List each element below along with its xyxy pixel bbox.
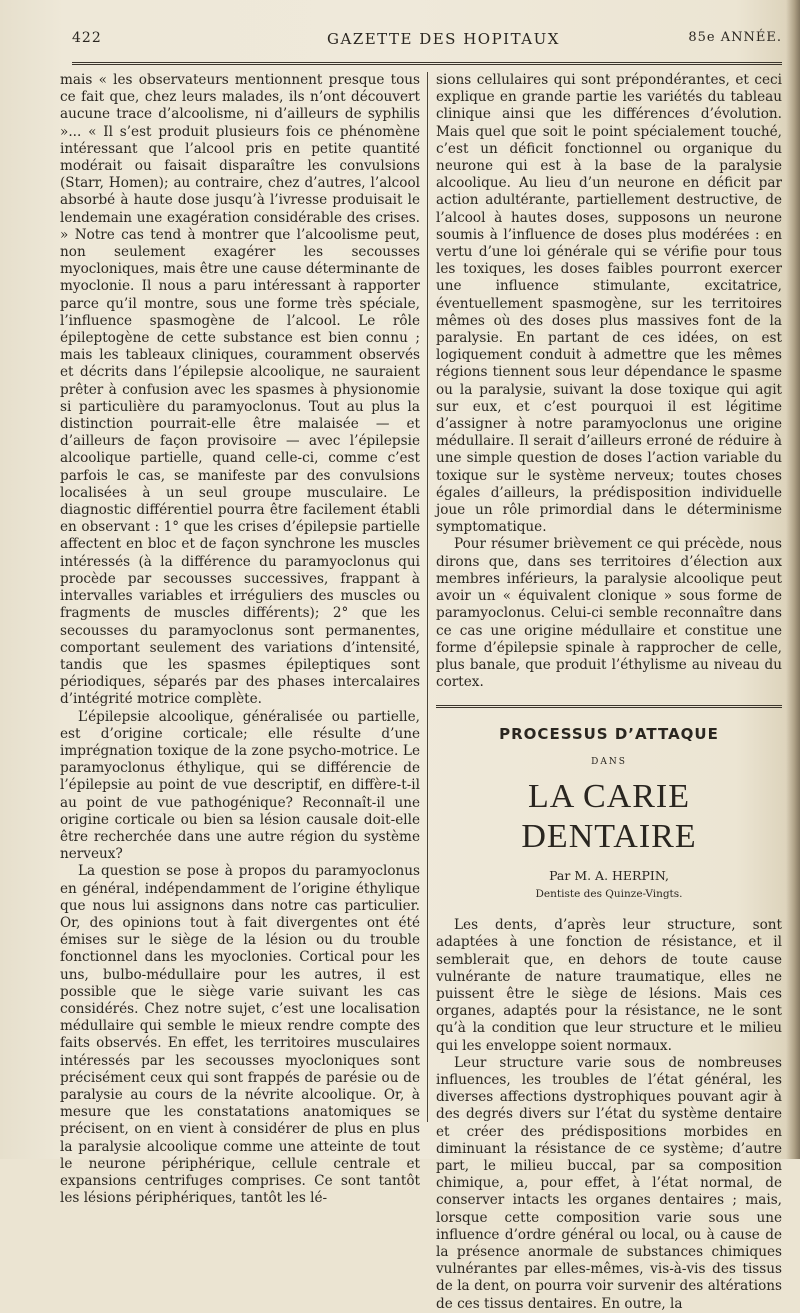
left-paragraph: La question se pose à propos du paramyoclonus en général, indépendamment de l’origine éthylique que nous lui assignons dans notre cas particulier. Or, des opinions tout à fait divergentes ont été émises sur le siège de la lésion ou du trouble fonctionnel dans les myoclonies. Cortical pour les uns, bulbo-médullaire pour les autres, il est possible que le siège varie suivant les cas considérés. Chez notre sujet, c’est une localisation médullaire qui semble le mieux rendre compte des faits observés. En effet, les territoires musculaires intéressés par les secousses myocloniques sont précisément ceux qui sont frappés de parésie ou de paralysie au cours de la névrite alcoolique. Or, à mesure que les constatations anatomiques se précisent, on en vient à considérer de plus en plus la paralysie alcoolique comme une atteinte de tout le neurone périphérique, cellule centrale et expansions centrifuges comprises. Ce sont tantôt les lésions périphériques, tantôt les lé- (60, 863, 420, 1207)
article-paragraph: Les dents, d’après leur structure, sont adaptées à une fonction de résistance, et il semblerait que, en dehors de toute cause vulnérante de nature traumatique, elles ne puissent être le siège de lésions. Mais ces organes, adaptés pour la résistance, ne le sont qu’à la condition que leur structure et le milieu qui les enveloppe soient normaux. (436, 917, 782, 1054)
page-edge-shadow (786, 0, 800, 1159)
page-number: 422 (72, 30, 102, 46)
article-kicker: PROCESSUS D’ATTAQUE (499, 725, 719, 744)
article-separator-rule (436, 705, 782, 710)
article-paragraph: Leur structure varie sous de nombreuses influences, les troubles de l’état général, les diverses affections dystrophiques pouvant agir à des degrés divers sur l’état du système dentaire et créer des prédispositions morbides en diminuant la résistance de ce système; d’autre part, le milieu buccal, par sa composition chimique, a, pour effet, à l’état normal, de conserver intacts les organes dentaires ; mais, lorsque cette composition varie sous une influence d’ordre général ou local, ou à cause de la présence anormale de substances chimiques vulnérantes par elles-mêmes, vis-à-vis des tissus de la dent, on pourra voir survenir des altérations de ces tissus dentaires. En outre, la (436, 1054, 782, 1312)
right-paragraph: sions cellulaires qui sont prépondérantes, et ceci explique en grande partie les variétés du tableau clinique ainsi que les différences d’évolution. Mais quel que soit le point spécialement touché, c’est un déficit fonctionnel ou organique du neurone qui est à la base de la paralysie alcoolique. Au lieu d’un neurone en déficit par action adultérante, partiellement destructive, de l’alcool à hautes doses, supposons un neurone soumis à l’influence de doses plus modérées : en vertu d’une loi générale qui se vérifie pour tous les toxiques, les doses faibles pourront exercer une influence stimulante, excitatrice, éventuellement spasmogène, sur les territoires mêmes où des doses plus massives font de la paralysie. En partant de ces idées, on est logiquement conduit à admettre que les mêmes régions tiennent sous leur dépendance le spasme ou la paralysie, suivant la dose toxique qui agit sur eux, et c’est pourquoi il est légitime d’assigner à notre paramyoclonus une origine médullaire. Il serait d’ailleurs erroné de réduire à une simple question de doses l’action variable du toxique sur le système nerveux; toutes choses égales d’ailleurs, la prédisposition individuelle joue un rôle primordial dans le déterminisme symptomatique. (436, 72, 782, 536)
left-column (60, 72, 420, 1207)
left-paragraph: L’épilepsie alcoolique, généralisée ou partielle, est d’origine corticale; elle résulte d’une imprégnation toxique de la zone psycho-motrice. Le paramyoclonus éthylique, qui se différencie de l’épilepsie au point de vue descriptif, en diffère-t-il au point de vue pathogénique? Reconnaît-il une origine corticale ou bien sa lésion causale doit-elle être recherchée dans une autre région du système nerveux? (60, 708, 420, 863)
left-paragraph: mais « les observateurs mentionnent presque tous ce fait que, chez leurs malades, ils n’ont découvert aucune trace d’alcoolisme, ni d’ailleurs de syphilis »... « Il s’est produit plusieurs fois ce phénomène intéressant que l’alcool pris en petite quantité modérait ou faisait disparaître les convulsions (Starr, Homen); au contraire, chez d’autres, l’alcool absorbé à haute dose jusqu’à l’ivresse produisait le lendemain une exagération considérable des crises. » Notre cas tend à montrer que l’alcoolisme peut, non seulement exagérer les secousses myocloniques, mais être une cause déterminante de myoclonie. Il nous a paru intéressant à rapporter parce qu’il montre, sous une forme très spéciale, l’influence spasmogène de l’alcool. Le rôle épileptogène de cette substance est bien connu ; mais les tableaux cliniques, couramment observés et décrits dans l’épilepsie alcoolique, ne sauraient prêter à confusion avec les spasmes à physionomie si particulière du paramyoclonus. Tout au plus la distinction pourrait-elle être malaisée — et d’ailleurs de façon provisoire — avec l’épilepsie alcoolique partielle, quand celle-ci, comme c’est parfois le cas, se manifeste par des convulsions localisées à un seul groupe musculaire. Le diagnostic différentiel pourra être facilement établi en observant : 1° que les crises d’épilepsie partielle affectent en bloc et de façon synchrone les muscles intéressés (à la différence du paramyoclonus qui procède par secousses successives, frappant à intervalles variables et irréguliers des muscles ou fragments de muscles différents); 2° que les secousses du paramyoclonus sont permanentes, comportant seulement des variations d’intensité, tandis que les spasmes épileptiques sont périodiques, séparés par des phases intercalaires d’intégrité motrice complète. (60, 72, 421, 708)
right-column (436, 72, 782, 1313)
article-title: LA CARIE DENTAIRE (521, 777, 697, 855)
journal-title: GAZETTE DES HOPITAUX (327, 30, 560, 48)
article-author-role: Dentiste des Quinze-Vingts. (535, 887, 683, 900)
right-paragraph: Pour résumer brièvement ce qui précède, nous dirons que, dans ses territoires d’élection aux membres inférieurs, la paralysie alcoolique peut avoir un « équivalent clonique » sous forme de paramyoclonus. Celui-ci semble reconnaître dans ce cas une origine médullaire et constitue une forme d’épilepsie spinale à rapprocher de celle, plus banale, que produit l’éthylisme au niveau du cortex. (436, 536, 782, 691)
year-label: 85e ANNÉE. (688, 30, 782, 45)
column-divider (427, 72, 428, 1122)
article-author: Par M. A. HERPIN, (549, 867, 669, 883)
header-rule (72, 62, 782, 67)
page-header (72, 30, 790, 52)
article-dans: DANS (591, 756, 627, 767)
